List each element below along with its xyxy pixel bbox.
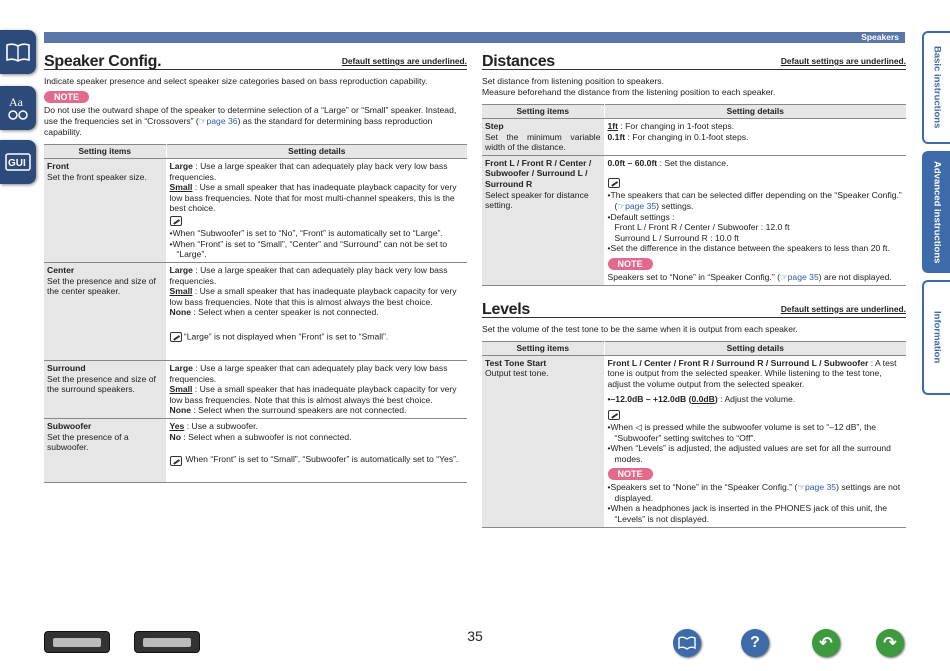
tip-bullet: •The speakers that can be selected differ depending on the “Speaker Config.” (☞page 35) settings.: [607, 190, 902, 211]
distances-intro: Measure beforehand the distance from the listening position to each speaker.: [482, 87, 776, 97]
distances-title: Distances: [482, 53, 555, 70]
table-row: [44, 263, 467, 361]
table-row: [44, 361, 467, 419]
option-desc: : Select when a subwoofer is not connected.: [180, 431, 352, 442]
option-key: None: [169, 307, 191, 318]
option-key: Large: [169, 265, 193, 275]
item-desc: Set the presence of a subwoofer.: [47, 431, 129, 453]
item-desc: Select speaker for distance setting.: [485, 189, 589, 211]
item-desc: Set the presence and size of the surround speakers.: [47, 373, 156, 395]
tab-advanced-instructions[interactable]: Advanced instructions: [922, 151, 950, 273]
levels-heading: [482, 296, 906, 318]
levels-title: Levels: [482, 300, 531, 318]
item-surround: Surround: [47, 363, 86, 373]
option-desc: : Select when a center speaker is not connected.: [190, 307, 379, 318]
option-desc: : Use a small speaker that has inadequate playback capacity for very low bass frequencies. Note that this is almost always the best choice.: [169, 286, 457, 307]
tab-information[interactable]: Information: [922, 280, 950, 395]
remote-thumbnail[interactable]: [134, 631, 200, 653]
header-setting-items: Setting items: [482, 341, 604, 355]
item-test-tone: Test Tone Start: [485, 357, 547, 368]
table-row: [482, 119, 906, 156]
note-text: Speakers set to “None” in “Speaker Config.” (☞page 35) are not displayed.: [607, 271, 892, 282]
option-desc: : Use a large speaker that can adequately play back very low bass frequencies.: [169, 265, 448, 286]
speaker-config-table: [44, 144, 467, 483]
page-link[interactable]: ☞page 35: [797, 482, 837, 493]
header-setting-items: Setting items: [44, 145, 166, 159]
option-key: 1ft: [607, 121, 619, 131]
item-desc: Set the presence and size of the center speaker.: [47, 275, 156, 297]
help-icon[interactable]: ?: [741, 629, 769, 657]
front-panel-thumbnail[interactable]: [44, 631, 110, 653]
option-desc: : Use a large speaker that can adequately play back very low bass frequencies.: [169, 363, 448, 384]
contents-book-icon[interactable]: [673, 629, 701, 657]
table-row: [44, 419, 467, 483]
intro-text: Indicate speaker presence and select speaker size categories based on bass reproduction capability.: [44, 76, 428, 86]
book-icon[interactable]: [0, 30, 36, 74]
page-title: Speaker Config.: [44, 53, 162, 70]
option-desc: : Set the distance.: [657, 157, 729, 168]
note-badge: NOTE: [608, 258, 653, 270]
option-desc: : Use a small speaker that has inadequate playback capacity for very low bass frequencies. Note that for most multi-channel speakers, this is the best choice.: [169, 182, 457, 214]
header-setting-details: Setting details: [166, 145, 467, 159]
tip-icon: [170, 332, 182, 342]
speaker-config-heading: [44, 48, 467, 70]
tip-bullet: •When ◁ is pressed while the subwoofer volume is set to “–12 dB”, the “Subwoofer” setting switches to “Off”.: [607, 421, 877, 443]
option-key: Large: [169, 161, 193, 171]
option-key: 0.0ft – 60.0ft: [607, 157, 658, 168]
option-desc: : For changing in 1-foot steps.: [618, 121, 735, 131]
table-row: [44, 159, 467, 263]
option-key: Small: [169, 182, 193, 193]
option-key: Front L / Center / Front R / Surround R / Surround L / Subwoofer: [607, 357, 869, 368]
default-note: Default settings are underlined.: [780, 303, 906, 314]
item-desc: Output test tone.: [485, 368, 549, 379]
speaker-config-section: [44, 48, 467, 483]
tip-bullet: •When “Front” is set to “Small”, “Center” and “Surround” can not be set to “Large”.: [169, 238, 448, 260]
header-setting-items: Setting items: [482, 105, 604, 119]
page-link[interactable]: ☞page 35: [779, 271, 819, 282]
tip-text: “Large” is not displayed when “Front” is set to “Small”.: [183, 331, 389, 342]
levels-intro: Set the volume of the test tone to be the same when it is output from each speaker.: [482, 323, 798, 334]
note-bullet: •When a headphones jack is inserted in the PHONES jack of this unit, the “Levels” is not displayed.: [607, 503, 888, 525]
distances-intro: Set distance from listening position to speakers.: [482, 76, 664, 86]
option-key: Large: [169, 363, 193, 373]
distances-table: [482, 104, 906, 286]
note-bullet: •Speakers set to “None” in the “Speaker Config.” (☞page 35) settings are not displayed.: [607, 482, 901, 503]
note-text: Do not use the outward shape of the speaker to determine selection of a “Large” or “Small” speaker. Instead, use the frequencies set in “Crossovers” (☞page 36) as the standard for determining bass reproduction capability.: [44, 105, 457, 137]
option-key: Small: [169, 286, 193, 297]
default-note: Default settings are underlined.: [780, 56, 906, 66]
distances-section: [482, 48, 906, 528]
tip-bullet: •When “Levels” is adjusted, the adjusted values are set for all the surround modes.: [607, 443, 891, 464]
item-step: Step: [485, 121, 504, 131]
tip-icon: [170, 456, 182, 466]
header-setting-details: Setting details: [604, 105, 906, 119]
table-row: [482, 355, 906, 527]
note-badge: NOTE: [608, 468, 653, 480]
tip-icon: [608, 178, 620, 188]
option-desc: : Use a subwoofer.: [184, 421, 258, 431]
svg-text:Aa: Aa: [9, 95, 23, 109]
option-key: 0.1ft: [607, 131, 626, 142]
option-key: None: [169, 405, 191, 416]
forward-icon[interactable]: ↷: [876, 629, 904, 657]
table-row: [482, 155, 906, 285]
page-number: 35: [467, 628, 483, 644]
option-key: Small: [169, 384, 193, 395]
header-setting-details: Setting details: [604, 341, 906, 355]
gui-icon[interactable]: [0, 140, 36, 184]
tab-basic-instructions[interactable]: Basic instructions: [922, 31, 950, 144]
item-desc: Set the front speaker size.: [47, 171, 147, 182]
item-front: Front: [47, 161, 69, 171]
default-note: Default settings are underlined.: [341, 56, 467, 66]
font-settings-icon[interactable]: [0, 86, 36, 130]
option-desc: : Use a large speaker that can adequately play back very low bass frequencies.: [169, 161, 448, 182]
svg-text:GUI: GUI: [8, 158, 26, 169]
tip-bullet: •Set the difference in the distance between the speakers to less than 20 ft.: [607, 243, 890, 254]
tip-icon: [608, 410, 620, 420]
option-desc: : Use a small speaker that has inadequate playback capacity for very low bass frequencies. Note that this is almost always the best choice.: [169, 384, 457, 405]
option-key: Yes: [169, 421, 185, 431]
item-speakers: Front L / Front R / Center / Subwoofer / Surround L / Surround R: [485, 157, 592, 189]
option-desc: : Select when the surround speakers are not connected.: [190, 405, 407, 416]
page-link[interactable]: ☞page 36: [198, 116, 238, 126]
item-center: Center: [47, 265, 75, 275]
back-icon[interactable]: ↶: [812, 629, 840, 657]
distances-heading: [482, 48, 906, 70]
option-desc: : A test tone is output from the selected speaker. While listening to the test tone, adjust the volume output from the selected speaker.: [607, 357, 897, 389]
page-link[interactable]: ☞page 35: [617, 200, 657, 211]
tip-bullet: •When “Subwoofer” is set to “No”, “Front” is automatically set to “Large”.: [169, 227, 443, 238]
levels-table: [482, 341, 906, 528]
item-desc: Set the minimum variable width of the distance.: [485, 131, 601, 153]
section-bar: Speakers: [44, 32, 905, 43]
tip-bullet: •Default settings :: [607, 211, 675, 222]
note-badge: NOTE: [44, 91, 89, 103]
option-desc: : For changing in 0.1-foot steps.: [625, 131, 749, 142]
volume-range: •–12.0dB – +12.0dB (0.0dB) : Adjust the volume.: [607, 394, 796, 405]
option-key: No: [169, 431, 181, 442]
tip-icon: [170, 216, 182, 226]
tip-text: When “Front” is set to “Small”, “Subwoofer” is automatically set to “Yes”.: [185, 454, 459, 465]
item-subwoofer: Subwoofer: [47, 421, 92, 431]
default-value: Front L / Front R / Center / Subwoofer : 12.0 ft: [614, 222, 790, 233]
default-value: Surround L / Surround R : 10.0 ft: [614, 232, 739, 243]
